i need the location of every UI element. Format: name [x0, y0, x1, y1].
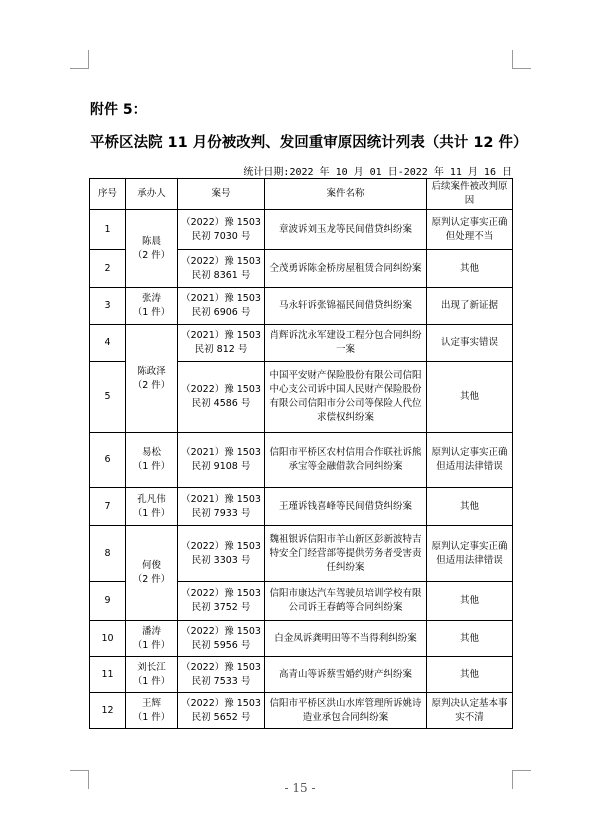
header-reason: 后续案件被改判原因	[427, 179, 513, 210]
row-case-name: 信阳市康达汽车驾驶员培训学校有限公司诉王春鹤等合同纠纷案	[265, 582, 427, 621]
row-no: 8	[90, 526, 126, 582]
crop-mark-top-right	[512, 50, 531, 69]
row-reason: 其他	[427, 582, 513, 621]
row-reason: 原判决认定基本事实不清	[427, 693, 513, 729]
row-no: 3	[90, 288, 126, 325]
row-case-name: 王瑾诉钱喜峰等民间借贷纠纷案	[265, 488, 427, 526]
table-row	[90, 693, 513, 729]
crop-mark-top-left	[70, 50, 89, 69]
row-handler: 潘涛 （1 件）	[126, 621, 178, 657]
header-handler: 承办人	[126, 179, 178, 210]
row-reason: 其他	[427, 362, 513, 433]
table-row	[90, 325, 513, 362]
case-table	[89, 178, 513, 729]
row-no: 4	[90, 325, 126, 362]
row-case-name: 仝茂勇诉陈金桥房屋租赁合同纠纷案	[265, 250, 427, 288]
table-row	[90, 433, 513, 488]
row-case-name: 马永轩诉张锦福民间借贷纠纷案	[265, 288, 427, 325]
row-no: 6	[90, 433, 126, 488]
row-case-no: （2022）豫 1503 民初 3303 号	[178, 526, 265, 582]
row-no: 7	[90, 488, 126, 526]
row-reason: 原判认定事实正确但适用法律错误	[427, 526, 513, 582]
attachment-label: 附件 5：	[90, 102, 147, 118]
row-case-name: 高青山等诉蔡雪婚约财产纠纷案	[265, 657, 427, 693]
row-case-name: 章波诉刘玉龙等民间借贷纠纷案	[265, 210, 427, 250]
row-case-no: （2021）豫 1503 民初 812 号	[178, 325, 265, 362]
row-case-no: （2021）豫 1503 民初 6906 号	[178, 288, 265, 325]
row-handler: 刘长江 （1 件）	[126, 657, 178, 693]
row-handler: 陈政泽 （2 件）	[126, 325, 178, 433]
row-handler: 张涛 （1 件）	[126, 288, 178, 325]
row-case-name: 中国平安财产保险股份有限公司信阳中心支公司诉中国人民财产保险股份有限公司信阳市分公司等保险人代位求偿权纠纷案	[265, 362, 427, 433]
row-case-no: （2022）豫 1503 民初 8361 号	[178, 250, 265, 288]
statistics-period: 统计日期:2022 年 10 月 01 日-2022 年 11 月 16 日	[243, 167, 512, 178]
row-case-no: （2021）豫 1503 民初 7933 号	[178, 488, 265, 526]
row-no: 11	[90, 657, 126, 693]
row-reason: 其他	[427, 657, 513, 693]
row-case-no: （2022）豫 1503 民初 5956 号	[178, 621, 265, 657]
table-header-row	[90, 179, 513, 210]
row-handler: 陈晨 （2 件）	[126, 210, 178, 288]
page-number: - 15 -	[284, 781, 316, 795]
row-reason: 认定事实错误	[427, 325, 513, 362]
row-reason: 其他	[427, 621, 513, 657]
row-no: 12	[90, 693, 126, 729]
row-no: 10	[90, 621, 126, 657]
row-case-name: 白金凤诉龚明田等不当得利纠纷案	[265, 621, 427, 657]
row-handler: 何俊 （2 件）	[126, 526, 178, 621]
table-row	[90, 488, 513, 526]
table-row	[90, 288, 513, 325]
row-case-name: 魏祖银诉信阳市羊山新区彭新波特吉特安全门经营部等提供劳务者受害责任纠纷案	[265, 526, 427, 582]
row-no: 5	[90, 362, 126, 433]
row-case-name: 信阳市平桥区农村信用合作联社诉熊承宝等金融借款合同纠纷案	[265, 433, 427, 488]
row-reason: 出现了新证据	[427, 288, 513, 325]
row-reason: 其他	[427, 488, 513, 526]
header-no: 序号	[90, 179, 126, 210]
row-no: 2	[90, 250, 126, 288]
row-no: 1	[90, 210, 126, 250]
row-reason: 其他	[427, 250, 513, 288]
document-title: 平桥区法院 11 月份被改判、发回重审原因统计列表（共计 12 件）	[90, 135, 528, 151]
row-handler: 易松 （1 件）	[126, 433, 178, 488]
header-case-name: 案件名称	[265, 179, 427, 210]
table-row	[90, 526, 513, 582]
row-no: 9	[90, 582, 126, 621]
row-handler: 孔凡伟 （1 件）	[126, 488, 178, 526]
row-case-no: （2022）豫 1503 民初 3752 号	[178, 582, 265, 621]
row-case-name: 信阳市平桥区洪山水库管理所诉姚诗造业承包合同纠纷案	[265, 693, 427, 729]
row-case-no: （2022）豫 1503 民初 4586 号	[178, 362, 265, 433]
row-reason: 原判认定事实正确但处理不当	[427, 210, 513, 250]
table-row	[90, 210, 513, 250]
row-case-no: （2021）豫 1503 民初 9108 号	[178, 433, 265, 488]
row-reason: 原判认定事实正确但适用法律错误	[427, 433, 513, 488]
table-row	[90, 621, 513, 657]
row-case-name: 肖辉诉沈永军建设工程分包合同纠纷一案	[265, 325, 427, 362]
row-case-no: （2022）豫 1503 民初 7533 号	[178, 657, 265, 693]
header-case-no: 案号	[178, 179, 265, 210]
row-case-no: （2022）豫 1503 民初 5652 号	[178, 693, 265, 729]
table-row	[90, 657, 513, 693]
row-handler: 王辉 （1 件）	[126, 693, 178, 729]
row-case-no: （2022）豫 1503 民初 7030 号	[178, 210, 265, 250]
